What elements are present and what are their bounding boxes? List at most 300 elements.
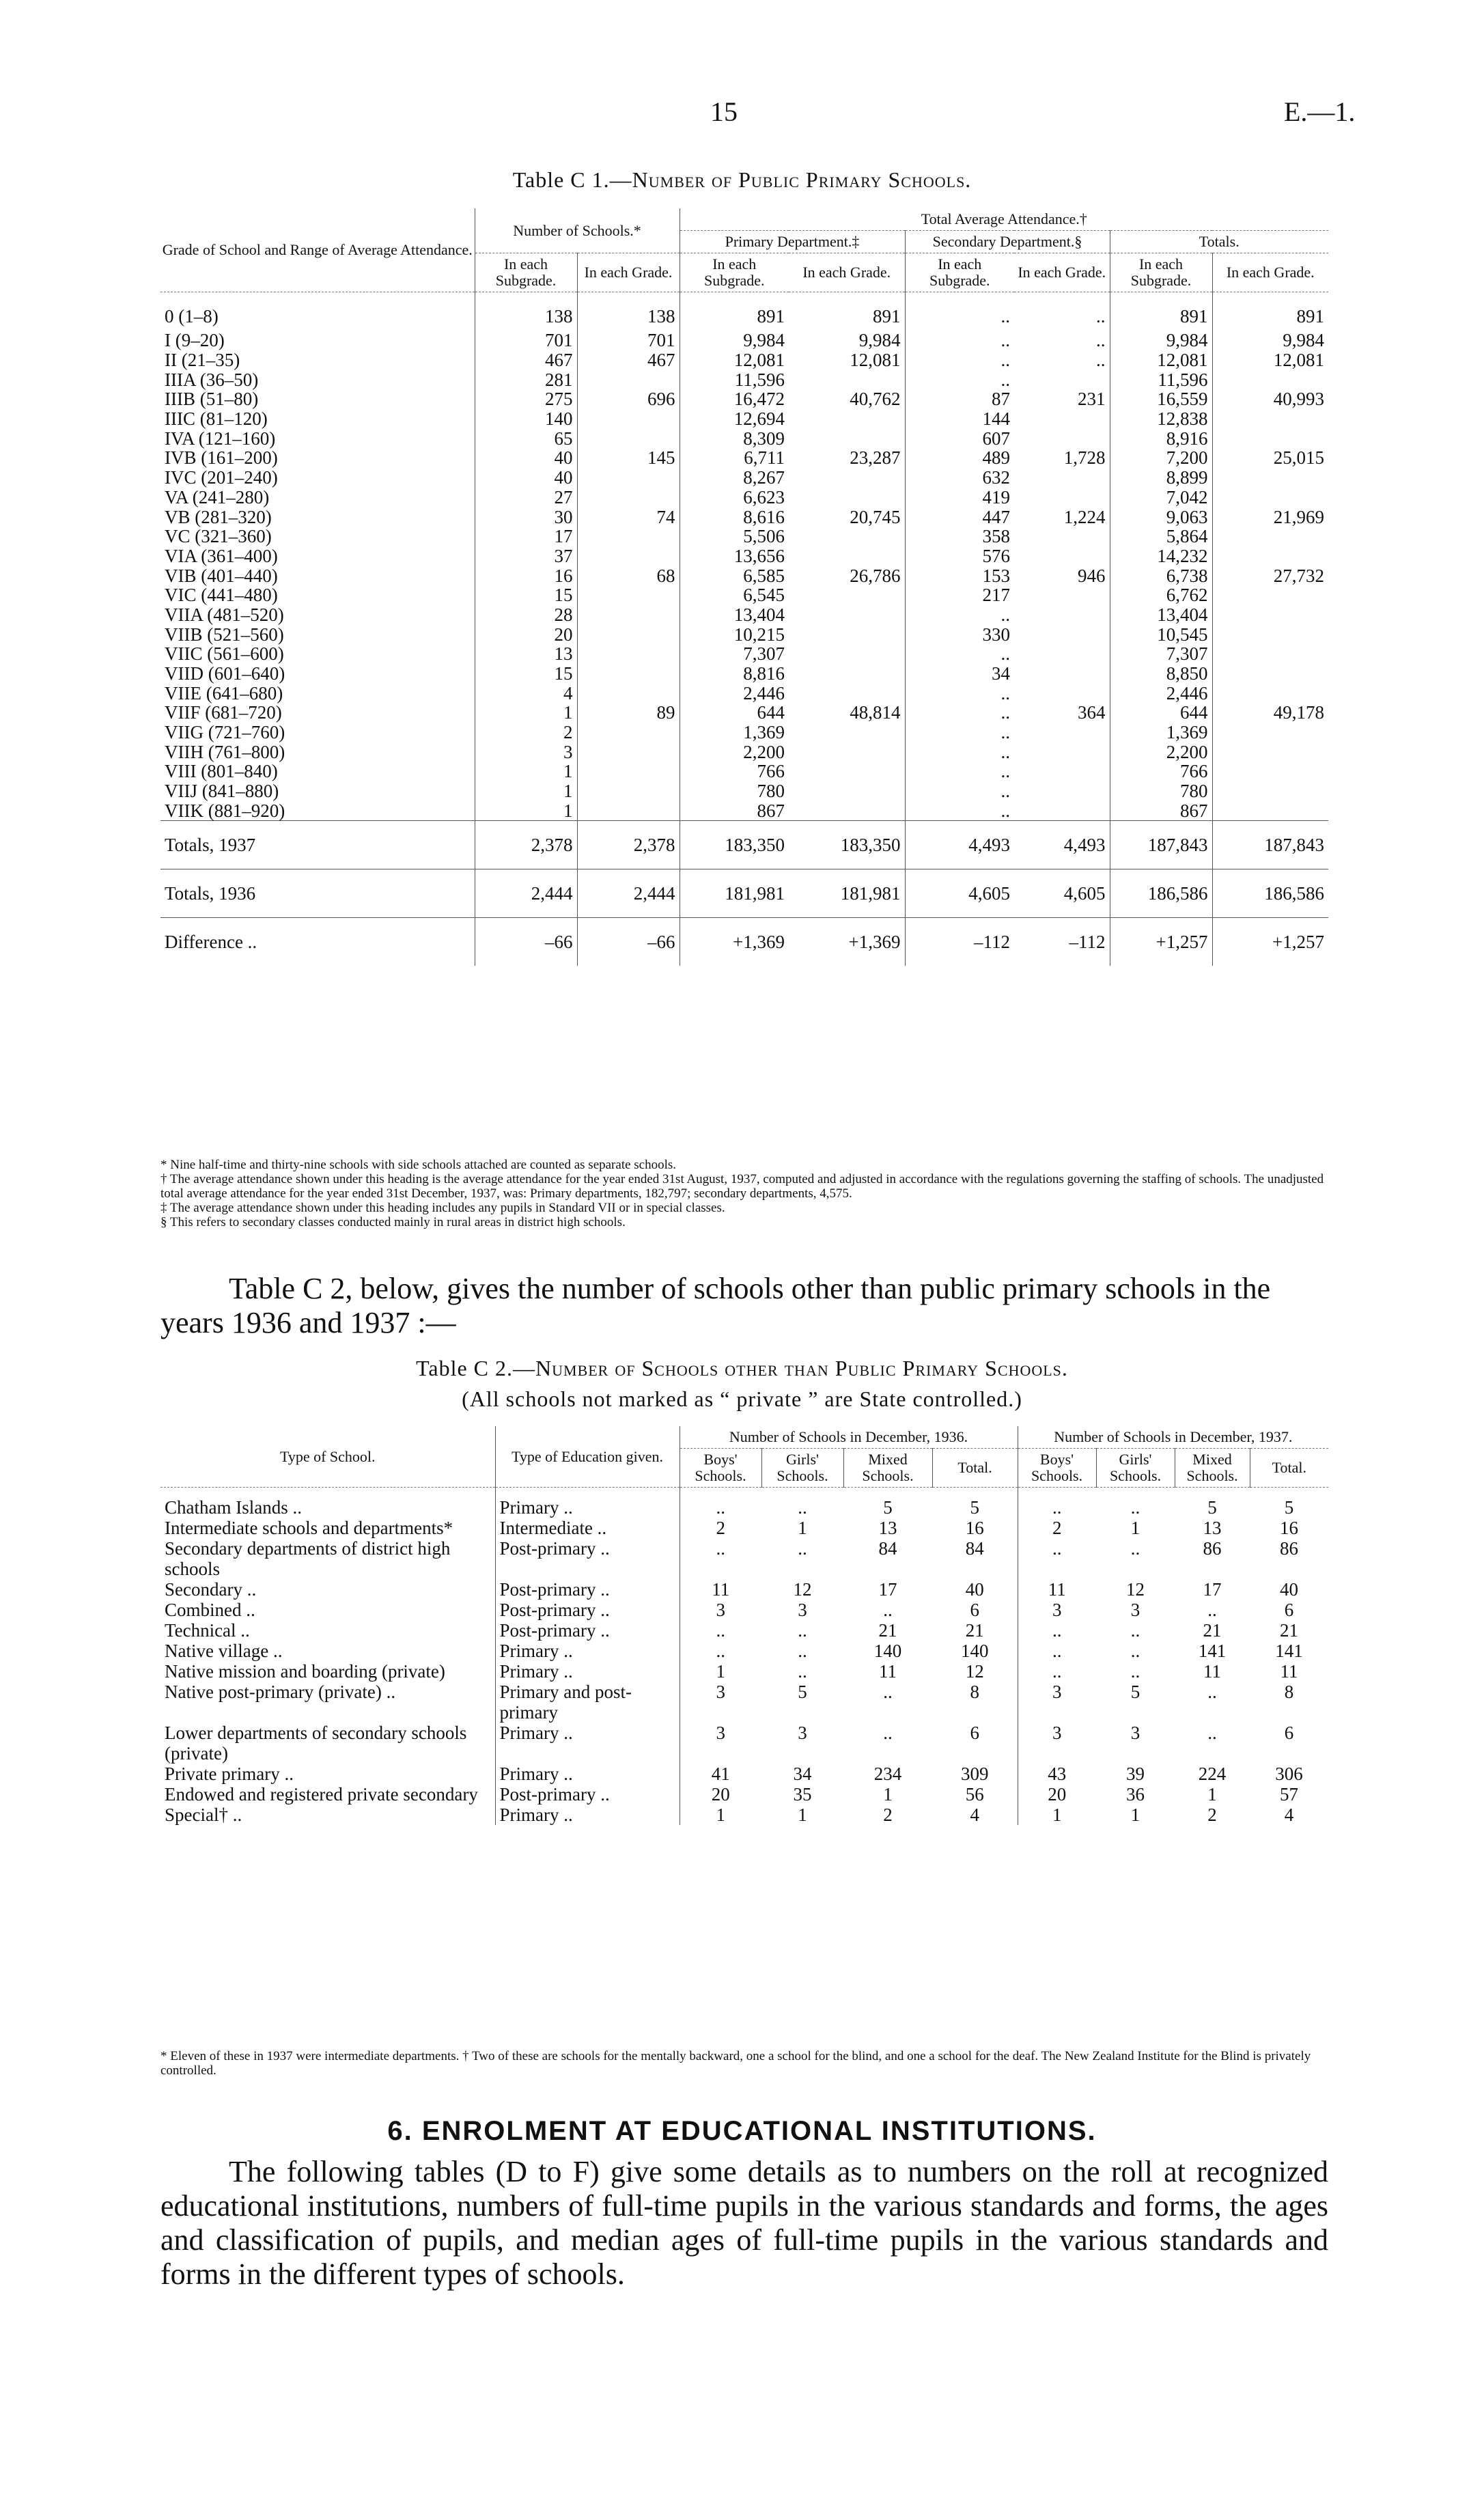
table-cell: 8,616 [680, 507, 789, 527]
table-cell [577, 605, 680, 625]
table-cell: 11 [1018, 1579, 1096, 1600]
table-cell: 8,916 [1110, 428, 1212, 448]
school-type: Private primary .. [165, 1764, 294, 1784]
table-cell: 12,694 [680, 409, 789, 429]
table-cell: 12 [1126, 1579, 1145, 1600]
table-cell: 39 [1126, 1764, 1145, 1784]
table-cell [1212, 644, 1328, 664]
col-boys-1936: Boys' Schools. [680, 1449, 761, 1488]
row-label: VC (321–360) [165, 526, 272, 547]
table-cell: 891 [1212, 292, 1328, 331]
table-cell: 87 [905, 389, 1014, 409]
table-cell [1014, 546, 1110, 566]
table-cell: 7,307 [680, 644, 789, 664]
table-cell: 12 [793, 1579, 812, 1600]
table-cell [789, 762, 905, 781]
table-cell: 2,200 [1110, 742, 1212, 762]
table2-footnotes [160, 2049, 1328, 2078]
table-cell: 364 [1078, 702, 1106, 723]
col-dec-1937: Number of Schools in December, 1937. [1018, 1426, 1328, 1449]
table-cell: 65 [475, 428, 577, 448]
table-cell [577, 664, 680, 684]
table-cell: 447 [905, 507, 1014, 527]
table-cell: 780 [680, 781, 789, 801]
table-cell: 13,404 [1110, 605, 1212, 625]
table-cell: 9,984 [858, 330, 901, 351]
table1-footnotes [160, 1158, 1328, 1229]
table-cell: 145 [577, 448, 680, 468]
table-cell: .. [680, 1538, 761, 1579]
table-cell: 2 [1207, 1805, 1217, 1825]
table-cell: 3 [680, 1723, 761, 1764]
table-cell: 8,267 [680, 468, 789, 488]
table-cell: .. [1096, 306, 1106, 326]
table-cell: .. [883, 1600, 893, 1620]
table-cell: .. [798, 1661, 807, 1682]
table-cell: 1 [798, 1805, 807, 1825]
table-row [160, 488, 1328, 507]
education-type: Primary .. [495, 1805, 680, 1825]
table-cell: 35 [793, 1784, 812, 1805]
row-label: IIIA (36–50) [165, 369, 259, 390]
table-cell [789, 644, 905, 664]
col-primary-grade: In each Grade. [789, 253, 905, 292]
table-cell [789, 801, 905, 821]
table-cell: 48,814 [850, 702, 901, 723]
table-row [160, 683, 1328, 703]
table-cell: 11 [680, 1579, 761, 1600]
table-cell: 489 [905, 448, 1014, 468]
table-cell: .. [1130, 1497, 1140, 1518]
row-label: VIA (361–400) [165, 545, 278, 566]
totals-row [160, 821, 1328, 869]
table-cell: 1 [475, 781, 577, 801]
table-cell: 181,981 [680, 869, 789, 918]
table-cell: 1,369 [680, 723, 789, 742]
table-cell: 181,981 [789, 869, 905, 918]
page-number: 15 [710, 96, 738, 127]
table-cell: 13 [878, 1518, 897, 1538]
table-cell [577, 468, 680, 488]
education-type: Primary .. [495, 1661, 680, 1682]
table-cell: 2 [680, 1518, 761, 1538]
table-cell: 6,545 [680, 585, 789, 605]
table-cell [1212, 428, 1328, 448]
row-label: VIII (801–840) [165, 761, 278, 782]
table2-title-text: Number of Schools other than Public Primary Schools. [535, 1356, 1068, 1380]
table-cell: 11,596 [1110, 370, 1212, 389]
table-cell: .. [1096, 350, 1106, 371]
table-cell: 25,015 [1212, 448, 1328, 468]
table-row [160, 703, 1328, 723]
table-cell: –66 [475, 918, 577, 966]
col-secondary-dept: Secondary Department.§ [905, 231, 1110, 253]
table-cell: 946 [1078, 565, 1106, 586]
col-boys-1937: Boys' Schools. [1018, 1449, 1096, 1488]
table-cell: .. [905, 644, 1014, 664]
table-cell: 224 [1198, 1764, 1227, 1784]
table-row [160, 644, 1328, 664]
table-cell: 183,350 [789, 821, 905, 869]
table-cell: 43 [1018, 1764, 1096, 1784]
table-cell [577, 742, 680, 762]
table-cell: 12,081 [680, 350, 789, 370]
table-cell: +1,369 [680, 918, 789, 966]
table-cell [1212, 781, 1328, 801]
education-type: Post-primary .. [495, 1784, 680, 1805]
row-label: IVC (201–240) [165, 467, 278, 488]
table-cell: 1 [475, 762, 577, 781]
table-cell: 217 [905, 585, 1014, 605]
row-label: VB (281–320) [165, 506, 272, 527]
table-cell: .. [905, 742, 1014, 762]
table-cell [577, 370, 680, 389]
table-cell: .. [680, 1620, 761, 1641]
table-cell [577, 781, 680, 801]
table-cell: 467 [475, 350, 577, 370]
table-cell: 37 [475, 546, 577, 566]
table-cell: .. [905, 703, 1014, 723]
table-row [160, 1620, 1328, 1641]
table-cell: .. [1018, 1538, 1096, 1579]
table-row [160, 1805, 1328, 1825]
table-cell [1212, 546, 1328, 566]
col-num-schools: Number of Schools.* [475, 208, 680, 253]
col-type-school: Type of School. [160, 1426, 495, 1488]
col-girls-1937: Girls' Schools. [1096, 1449, 1175, 1488]
table-cell: 4,493 [905, 821, 1014, 869]
table-cell [789, 683, 905, 703]
footnote: § This refers to secondary classes conducted mainly in rural areas in district high schools. [160, 1215, 626, 1229]
col-type-education: Type of Education given. [495, 1426, 680, 1488]
table-cell: 5 [883, 1497, 893, 1518]
table-row [160, 585, 1328, 605]
table-cell: 16 [1280, 1518, 1299, 1538]
table-cell: 6,711 [680, 448, 789, 468]
table-cell: 34 [905, 664, 1014, 684]
row-label: VIID (601–640) [165, 663, 285, 684]
table-cell: 21 [878, 1620, 897, 1641]
col-dec-1936: Number of Schools in December, 1936. [680, 1426, 1018, 1449]
table-cell: 11,596 [680, 370, 789, 389]
table-cell: 6,738 [1110, 566, 1212, 585]
table-cell [1212, 488, 1328, 507]
col-totals-grade: In each Grade. [1212, 253, 1328, 292]
table-cell [577, 624, 680, 644]
table-cell: .. [1096, 330, 1106, 351]
table-cell: 2,444 [577, 869, 680, 918]
table-cell: 607 [905, 428, 1014, 448]
table-cell: 1,369 [1110, 723, 1212, 742]
table-cell [1212, 801, 1328, 821]
table-cell: 187,843 [1110, 821, 1212, 869]
table-row [160, 1661, 1328, 1682]
table-cell: 86 [1203, 1538, 1222, 1559]
table-cell: 6 [970, 1723, 980, 1743]
table-cell [577, 409, 680, 429]
table-cell: 26,786 [850, 565, 901, 586]
table-row [160, 1518, 1328, 1538]
row-label: VIIH (761–800) [165, 741, 285, 762]
table-cell: 5,506 [680, 527, 789, 546]
table-cell: 138 [577, 292, 680, 331]
table-cell [1212, 527, 1328, 546]
table-row [160, 1488, 1328, 1518]
table-cell [789, 585, 905, 605]
col-primary-dept: Primary Department.‡ [680, 231, 905, 253]
table-row [160, 292, 1328, 331]
table-row [160, 350, 1328, 370]
table-cell: 306 [1275, 1764, 1303, 1784]
row-label: VIIA (481–520) [165, 604, 284, 625]
col-schools-subgrade: In each Subgrade. [475, 253, 577, 292]
totals-row [160, 918, 1328, 966]
table-cell: .. [905, 801, 1014, 821]
table-cell: 1 [1130, 1805, 1140, 1825]
table-cell: 13 [1203, 1518, 1222, 1538]
row-label: VIIC (561–600) [165, 643, 284, 665]
table-cell: 701 [577, 331, 680, 350]
table-cell: 330 [905, 624, 1014, 644]
table-cell [1212, 723, 1328, 742]
table-cell: .. [905, 292, 1014, 331]
table-cell: .. [798, 1620, 807, 1641]
table-cell: 6,585 [680, 566, 789, 585]
row-label: VIIJ (841–880) [165, 781, 279, 802]
table-cell: 36 [1126, 1784, 1145, 1805]
education-type: Primary .. [495, 1488, 680, 1518]
table-cell: 2,446 [680, 683, 789, 703]
table-cell: 780 [1110, 781, 1212, 801]
table-cell: 3 [1018, 1682, 1096, 1723]
table-cell: 140 [961, 1641, 989, 1661]
table-cell: 1 [798, 1518, 807, 1538]
table-cell: .. [883, 1682, 893, 1702]
table-cell: .. [1130, 1620, 1140, 1641]
table-cell: 13 [475, 644, 577, 664]
table-cell: 5,864 [1110, 527, 1212, 546]
section-paragraph: The following tables (D to F) give some details as to numbers on the roll at recognized educational institutions, numbers of full-time pupils in the various standards and forms, the ages and classification of pupils, and median ages of full-time pupils in the various standards and forms in the different types of schools. [160, 2155, 1328, 2291]
table-cell: 141 [1275, 1641, 1303, 1661]
table-cell: 140 [873, 1641, 902, 1661]
table-cell: 5 [1130, 1682, 1140, 1702]
table-cell: 1 [680, 1661, 761, 1682]
table-cell: .. [905, 605, 1014, 625]
table-cell: 21 [965, 1620, 984, 1641]
table2-title-prefix: Table C 2.— [416, 1356, 536, 1380]
table-cell [1014, 527, 1110, 546]
table-cell: .. [905, 683, 1014, 703]
table-cell: 17 [475, 527, 577, 546]
table-cell: .. [680, 1488, 761, 1518]
table-cell: .. [1018, 1488, 1096, 1518]
table-cell [577, 644, 680, 664]
table-cell: 3 [475, 742, 577, 762]
row-label: VIIF (681–720) [165, 702, 282, 723]
table-cell: 358 [905, 527, 1014, 546]
education-type: Primary and post-primary [495, 1682, 680, 1723]
table-cell: 186,586 [1212, 869, 1328, 918]
col-totals: Totals. [1110, 231, 1328, 253]
table1-title [0, 167, 1484, 193]
table-row [160, 468, 1328, 488]
table-cell [1212, 762, 1328, 781]
col-mixed-1937: Mixed Schools. [1175, 1449, 1250, 1488]
table-cell: 12 [965, 1661, 984, 1682]
footnote: † The average attendance shown under this heading is the average attendance for the year ended 31st August, 1937, computed and adjusted in accordance with the regulations governing the staffing of schools. The unadjusted total average attendance for the year ended 31st December, 1937, was: Primary departments, 182,797; secondary departments, 4,575. [160, 1172, 1324, 1201]
row-label: VIIG (721–760) [165, 722, 285, 743]
table-cell [789, 781, 905, 801]
table-row [160, 742, 1328, 762]
table-cell [789, 664, 905, 684]
table-cell: 701 [475, 331, 577, 350]
education-type: Post-primary .. [495, 1620, 680, 1641]
table-cell: 40,993 [1212, 389, 1328, 409]
table-row [160, 428, 1328, 448]
table-row [160, 1579, 1328, 1600]
table-cell: 7,200 [1110, 448, 1212, 468]
table-cell: 6,762 [1110, 585, 1212, 605]
table-row [160, 624, 1328, 644]
table-row [160, 546, 1328, 566]
education-type: Primary .. [495, 1723, 680, 1764]
table-cell: 10,545 [1110, 624, 1212, 644]
table-cell: 56 [965, 1784, 984, 1805]
table-cell: 16 [475, 566, 577, 585]
table-cell: 13,656 [680, 546, 789, 566]
table-cell [1212, 664, 1328, 684]
table-cell: 5 [970, 1497, 980, 1518]
table-cell: 57 [1280, 1784, 1299, 1805]
table-cell: 16,472 [680, 389, 789, 409]
table-row [160, 723, 1328, 742]
table-row [160, 762, 1328, 781]
table-cell: 12,081 [1212, 350, 1328, 370]
table-cell: 13,404 [680, 605, 789, 625]
row-label: IIIB (51–80) [165, 389, 259, 410]
table-cell: 891 [1110, 292, 1212, 331]
table-cell: .. [798, 1538, 807, 1559]
col-total-attendance: Total Average Attendance.† [680, 208, 1328, 231]
table-cell [1014, 801, 1110, 821]
table-cell [789, 723, 905, 742]
table-cell: 21 [1280, 1620, 1299, 1641]
table-cell: 11 [879, 1661, 897, 1682]
table-cell [577, 585, 680, 605]
col-girls-1936: Girls' Schools. [761, 1449, 843, 1488]
table-cell: .. [1130, 1538, 1140, 1559]
table-cell: 1,728 [1063, 447, 1106, 469]
table-cell: 141 [1198, 1641, 1227, 1661]
table-cell: 20,745 [850, 506, 901, 527]
table-cell: .. [1207, 1723, 1217, 1743]
table-cell: 10,215 [680, 624, 789, 644]
table-cell: 4,605 [905, 869, 1014, 918]
table-cell: 234 [873, 1764, 902, 1784]
table-row [160, 507, 1328, 527]
table-cell: 891 [873, 306, 901, 326]
table-cell: 40 [965, 1579, 984, 1600]
table-cell: 17 [878, 1579, 897, 1600]
table-cell: 8,309 [680, 428, 789, 448]
row-label: Totals, 1936 [160, 869, 475, 918]
table-cell: 86 [1280, 1538, 1299, 1559]
col-secondary-grade: In each Grade. [1014, 253, 1110, 292]
table-cell: 4 [970, 1805, 980, 1825]
table-cell: 6 [1284, 1723, 1294, 1743]
table-row [160, 370, 1328, 389]
table-cell [577, 762, 680, 781]
row-label: 0 (1–8) [165, 306, 219, 326]
table-cell [1014, 488, 1110, 507]
table-cell [1014, 624, 1110, 644]
table-row [160, 801, 1328, 821]
table-cell: –66 [577, 918, 680, 966]
table-cell: .. [905, 723, 1014, 742]
table-cell: .. [1018, 1620, 1096, 1641]
table-cell [1014, 468, 1110, 488]
education-type: Post-primary .. [495, 1538, 680, 1579]
col-primary-subgrade: In each Subgrade. [680, 253, 789, 292]
table-cell: .. [1207, 1682, 1217, 1702]
table-cell [1212, 409, 1328, 429]
table-cell: 2,200 [680, 742, 789, 762]
table-cell: 34 [793, 1764, 812, 1784]
school-type: Technical .. [165, 1620, 250, 1641]
table-cell: .. [905, 331, 1014, 350]
table-cell: 84 [878, 1538, 897, 1559]
table-cell: 12,838 [1110, 409, 1212, 429]
table-cell: 12,081 [1110, 350, 1212, 370]
table-cell: 3 [1018, 1600, 1096, 1620]
table-cell: 2,378 [475, 821, 577, 869]
school-type: Combined .. [165, 1600, 255, 1620]
table-cell: .. [905, 781, 1014, 801]
table-row [160, 781, 1328, 801]
table-cell: 8 [1284, 1682, 1294, 1702]
table-cell: 1 [883, 1784, 893, 1805]
table-row [160, 1784, 1328, 1805]
table-cell: 16 [965, 1518, 984, 1538]
table-cell: 20 [1018, 1784, 1096, 1805]
table-cell [1014, 664, 1110, 684]
table-cell: 3 [1130, 1723, 1140, 1743]
table-cell: 20 [475, 624, 577, 644]
row-label: I (9–20) [165, 330, 225, 351]
table-cell [789, 370, 905, 389]
table-row [160, 331, 1328, 350]
table-cell [789, 409, 905, 429]
footnote: * Eleven of these in 1937 were intermediate departments. † Two of these are schools for the mentally backward, one a school for the blind, and one a school for the deaf. The New Zealand Institute for the Blind is privately controlled. [160, 2049, 1311, 2078]
table-cell [1014, 409, 1110, 429]
table-row [160, 605, 1328, 625]
table-cell: 11 [1280, 1661, 1298, 1682]
table-cell: 644 [680, 703, 789, 723]
row-label: VIC (441–480) [165, 585, 278, 606]
table-cell: .. [798, 1641, 807, 1661]
table-cell: .. [798, 1497, 807, 1518]
table-c2 [160, 1426, 1328, 1825]
table-cell: 2 [1018, 1518, 1096, 1538]
school-type: Endowed and registered private secondary [165, 1784, 478, 1805]
table-cell: 2 [883, 1805, 893, 1825]
table-cell: 632 [905, 468, 1014, 488]
education-type: Post-primary .. [495, 1579, 680, 1600]
school-type: Intermediate schools and departments* [165, 1518, 453, 1538]
table-cell [789, 742, 905, 762]
table-cell: 11 [1203, 1661, 1222, 1682]
table-cell: 696 [577, 389, 680, 409]
